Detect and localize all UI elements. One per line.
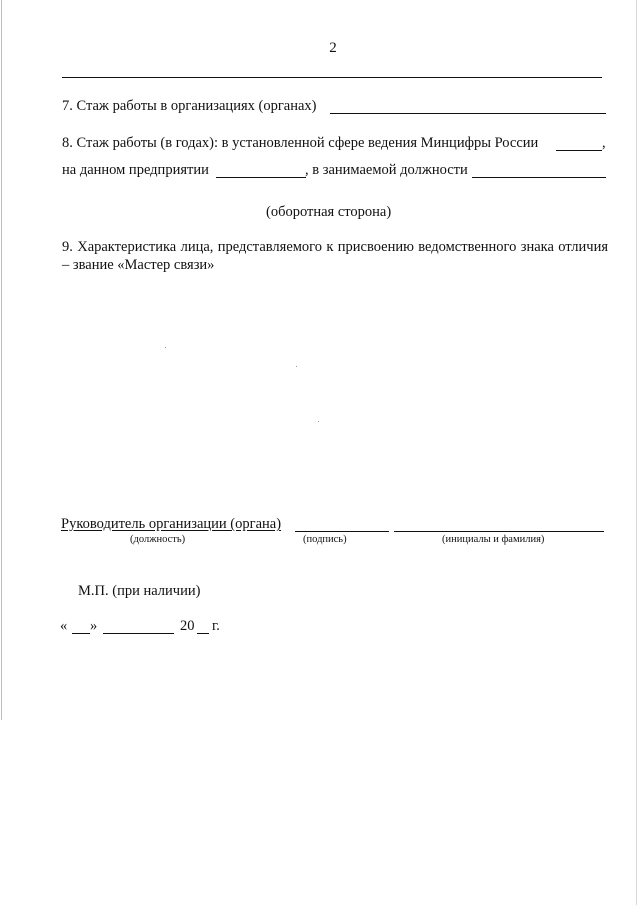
reverse-side-heading: (оборотная сторона) [266,204,392,220]
date-month-line[interactable] [103,633,174,634]
top-separator-line [62,77,602,78]
scan-edge-right [636,0,637,905]
item8-enterprise-years-line[interactable] [216,177,306,178]
date-year-line[interactable] [197,633,209,634]
caption-position: (должность) [130,534,186,545]
initials-surname-line[interactable] [394,531,604,532]
item8-position-years-line[interactable] [472,177,606,178]
scan-speck [165,347,166,348]
signature-line[interactable] [295,531,389,532]
date-year-prefix: 20 [180,618,195,634]
organization-head-label: Руководитель организации (органа) [61,516,282,532]
item8-label: 8. Стаж работы (в годах): в установленной сфере ведения Минцифры России [62,135,539,151]
scan-edge-left [1,0,2,720]
caption-initials-surname: (инициалы и фамилия) [442,534,545,545]
item8-enterprise-label: на данном предприятии [62,162,209,178]
date-close-quote: » [90,618,98,634]
item8-position-label: , в занимаемой должности [305,162,468,178]
item9-characteristic-text: 9. Характеристика лица, представляемого к присвоению ведомственного знака отличия – звание «Мастер связи» [62,239,608,273]
item8-line1-comma: , [602,135,606,151]
item7-fill-line[interactable] [330,113,606,114]
scan-speck [296,366,297,367]
date-year-suffix: г. [212,618,220,634]
scan-speck [318,421,319,422]
page-number: 2 [329,40,337,56]
item7-label: 7. Стаж работы в организациях (органах) [62,98,317,114]
caption-signature: (подпись) [303,534,347,545]
item8-industry-years-line[interactable] [556,150,602,151]
date-day-line[interactable] [72,633,90,634]
stamp-label: М.П. (при наличии) [78,583,201,599]
date-open-quote: « [60,618,68,634]
